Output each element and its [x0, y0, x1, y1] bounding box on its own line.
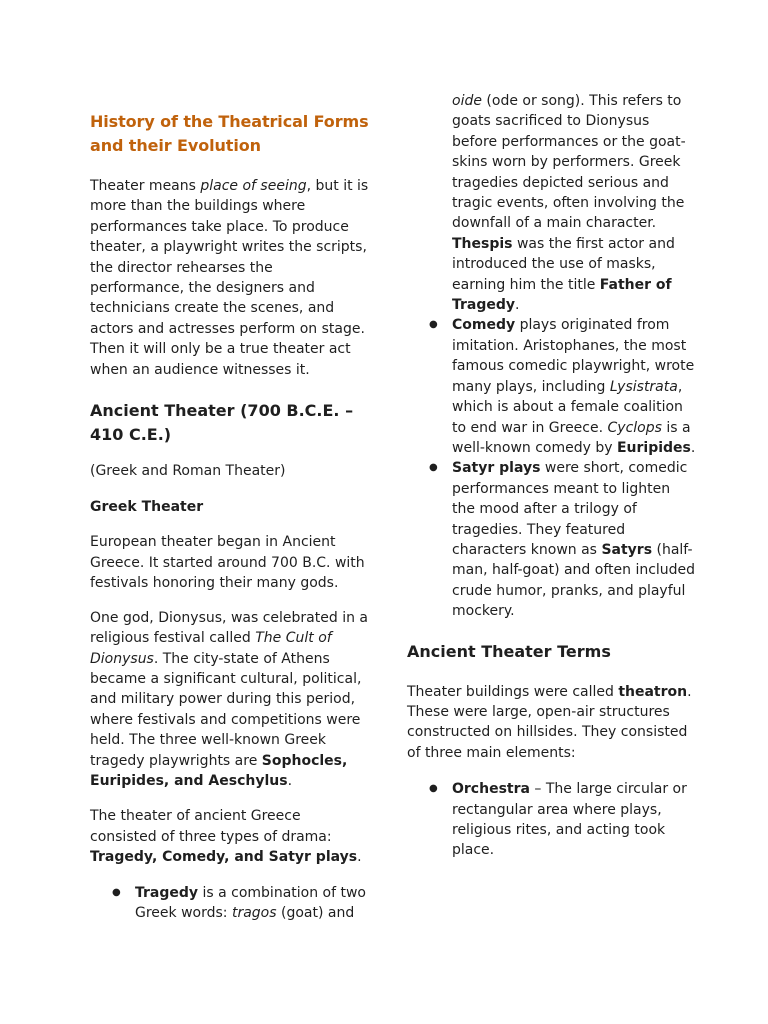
european-paragraph: European theater began in Ancient Greece. It started around 700 B.C. with festivals honoring their many gods.	[90, 534, 365, 592]
intro-paragraph: Theater means place of seeing, but it is more than the buildings where performances take place. To produce theater, a playwright writes the scripts, the director rehearses the performance, the designers and technicians create the scenes, and actors and actresses perform on stage. Then it will only be a true theater act when an audience witnesses it.	[90, 178, 369, 378]
drama-types-paragraph: The theater of ancient Greece consisted of three types of drama: Tragedy, Comedy, and Satyr plays.	[90, 808, 362, 866]
ancient-theater-heading: Ancient Theater (700 B.C.E. – 410 C.E.)	[90, 401, 354, 445]
list-item-tragedy: ● Tragedy is a combination of two Greek words: tragos (goat) and	[90, 883, 370, 924]
greek-theater-heading: Greek Theater	[90, 499, 204, 516]
list-item-orchestra: ● Orchestra – The large circular or rectangular area where plays, religious rites, and acting took place.	[407, 779, 697, 861]
dionysus-paragraph: One god, Dionysus, was celebrated in a religious festival called The Cult of Dionysus. The city-state of Athens became a significant cultural, political, and military power during this period, where festivals and competitions were held. The three well-known Greek tragedy playwrights are Sophocles, Euripides, and Aeschylus.	[90, 609, 368, 789]
ancient-terms-heading: Ancient Theater Terms	[407, 641, 611, 661]
list-item-satyr: ● Satyr plays were short, comedic performances meant to lighten the mood after a trilogy of tragedies. They featured characters known as Satyrs (half-man, half-goat) and often included crude humor, pranks, and playful mockery.	[407, 458, 697, 621]
tragedy-continuation: oide (ode or song). This refers to goats sacrificed to Dionysus before performances or the goat-skins worn by performers. Greek tragedies depicted serious and tragic events, often involving the downfall of a main character. Thespis was the first actor and introduced the use of masks, earning him the title Father of Tragedy.	[452, 93, 686, 314]
drama-list-continued	[407, 315, 697, 621]
drama-list	[90, 883, 370, 924]
theatron-paragraph: Theater buildings were called theatron. These were large, open-air structures constructed on hillsides. They consisted of three main elements:	[407, 683, 692, 761]
page-title: History of the Theatrical Forms and their Evolution	[90, 112, 369, 155]
left-column	[90, 110, 370, 923]
right-column	[407, 91, 697, 861]
ancient-theater-subtitle: (Greek and Roman Theater)	[90, 463, 286, 480]
list-item-comedy: ● Comedy plays originated from imitation. Aristophanes, the most famous comedic playwright, wrote many plays, including Lysistrata, which is about a female coalition to end war in Greece. Cyclops is a well-known comedy by Euripides.	[407, 315, 697, 458]
theater-elements-list	[407, 779, 697, 861]
